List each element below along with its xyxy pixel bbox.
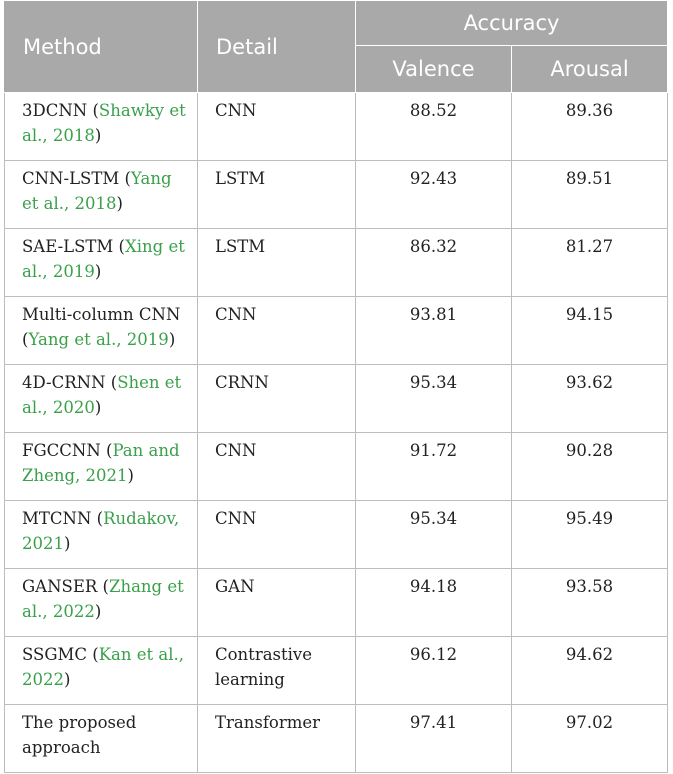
method-close-paren: ) bbox=[94, 602, 102, 621]
method-cell bbox=[5, 569, 198, 637]
method-close-paren: ) bbox=[94, 262, 102, 281]
detail-cell: CNN bbox=[198, 297, 356, 365]
method-name: MTCNN ( bbox=[22, 509, 104, 528]
arousal-cell: 93.62 bbox=[512, 365, 668, 433]
valence-cell: 91.72 bbox=[356, 433, 512, 501]
table-row bbox=[5, 93, 668, 161]
method-cell bbox=[5, 229, 198, 297]
arousal-cell: 95.49 bbox=[512, 501, 668, 569]
method-name: SAE-LSTM ( bbox=[22, 237, 125, 256]
arousal-cell: 94.15 bbox=[512, 297, 668, 365]
valence-cell: 95.34 bbox=[356, 365, 512, 433]
method-name: GANSER ( bbox=[22, 577, 109, 596]
table-row bbox=[5, 637, 668, 705]
detail-header: Detail bbox=[198, 1, 356, 93]
arousal-cell: 97.02 bbox=[512, 705, 668, 773]
detail-cell: Transformer bbox=[198, 705, 356, 773]
method-close-paren: ) bbox=[127, 466, 134, 485]
method-close-paren: ) bbox=[94, 126, 102, 145]
valence-cell: 94.18 bbox=[356, 569, 512, 637]
method-close-paren: ) bbox=[64, 534, 71, 553]
method-close-paren: ) bbox=[94, 398, 102, 417]
citation-link[interactable]: Kan et al., 2022 bbox=[22, 645, 184, 689]
header-row bbox=[5, 1, 668, 46]
method-close-paren: ) bbox=[168, 330, 176, 349]
method-name: The proposed approach bbox=[22, 713, 137, 757]
valence-cell: 97.41 bbox=[356, 705, 512, 773]
method-close-paren: ) bbox=[64, 670, 71, 689]
valence-cell: 93.81 bbox=[356, 297, 512, 365]
citation-link[interactable]: Yang et al., 2018 bbox=[22, 169, 172, 213]
citation-link[interactable]: Pan and Zheng, 2021 bbox=[22, 441, 180, 485]
detail-cell: Contrastive learning bbox=[198, 637, 356, 705]
table-row bbox=[5, 297, 668, 365]
detail-cell: LSTM bbox=[198, 161, 356, 229]
method-name: FGCCNN ( bbox=[22, 441, 113, 460]
valence-cell: 88.52 bbox=[356, 93, 512, 161]
arousal-cell: 93.58 bbox=[512, 569, 668, 637]
citation-link[interactable]: Zhang et al., 2022 bbox=[22, 577, 184, 621]
method-name: 4D-CRNN ( bbox=[22, 373, 118, 392]
table-row bbox=[5, 501, 668, 569]
valence-cell: 86.32 bbox=[356, 229, 512, 297]
detail-cell: LSTM bbox=[198, 229, 356, 297]
detail-cell: CNN bbox=[198, 433, 356, 501]
table-row bbox=[5, 433, 668, 501]
method-cell bbox=[5, 705, 198, 773]
valence-cell: 95.34 bbox=[356, 501, 512, 569]
arousal-cell: 89.51 bbox=[512, 161, 668, 229]
table-row bbox=[5, 229, 668, 297]
valence-cell: 96.12 bbox=[356, 637, 512, 705]
accuracy-header: Accuracy bbox=[356, 1, 668, 46]
citation-link[interactable]: Shawky et al., 2018 bbox=[22, 101, 186, 145]
method-close-paren: ) bbox=[116, 194, 123, 213]
detail-cell: CRNN bbox=[198, 365, 356, 433]
arousal-header: Arousal bbox=[512, 46, 668, 93]
table-row bbox=[5, 161, 668, 229]
citation-link[interactable]: Shen et al., 2020 bbox=[22, 373, 182, 417]
method-cell bbox=[5, 637, 198, 705]
arousal-cell: 90.28 bbox=[512, 433, 668, 501]
method-name: Multi-column CNN ( bbox=[22, 305, 181, 349]
method-name: 3DCNN ( bbox=[22, 101, 99, 120]
method-cell bbox=[5, 433, 198, 501]
table-row bbox=[5, 365, 668, 433]
citation-link[interactable]: Rudakov, 2021 bbox=[22, 509, 180, 553]
arousal-cell: 81.27 bbox=[512, 229, 668, 297]
citation-link[interactable]: Yang et al., 2019 bbox=[28, 330, 169, 349]
detail-cell: GAN bbox=[198, 569, 356, 637]
method-cell bbox=[5, 93, 198, 161]
citation-link[interactable]: Xing et al., 2019 bbox=[22, 237, 185, 281]
valence-cell: 92.43 bbox=[356, 161, 512, 229]
method-cell bbox=[5, 161, 198, 229]
method-cell bbox=[5, 365, 198, 433]
table-row bbox=[5, 705, 668, 773]
accuracy-table bbox=[4, 0, 668, 773]
valence-header: Valence bbox=[356, 46, 512, 93]
method-cell bbox=[5, 297, 198, 365]
arousal-cell: 89.36 bbox=[512, 93, 668, 161]
detail-cell: CNN bbox=[198, 501, 356, 569]
method-name: SSGMC ( bbox=[22, 645, 99, 664]
table-row bbox=[5, 569, 668, 637]
method-name: CNN-LSTM ( bbox=[22, 169, 131, 188]
method-header: Method bbox=[5, 1, 198, 93]
arousal-cell: 94.62 bbox=[512, 637, 668, 705]
detail-cell: CNN bbox=[198, 93, 356, 161]
method-cell bbox=[5, 501, 198, 569]
